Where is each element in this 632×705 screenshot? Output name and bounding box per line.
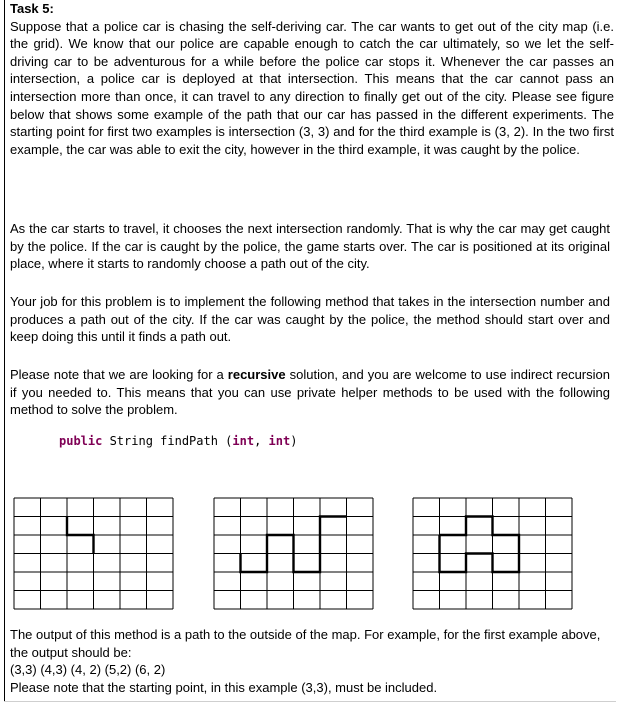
recursive-note-a: Please note that we are looking for a (10, 367, 228, 382)
code-keyword-int-2: int (268, 434, 291, 448)
grid-example-2 (214, 498, 373, 609)
recursive-keyword: recursive (227, 367, 286, 382)
code-text-3: ) (290, 434, 298, 448)
car-path (440, 517, 520, 573)
output-description: The output of this method is a path to the outside of the map. For example, for the first example above, the output should be: (10, 627, 601, 660)
grid-example-3 (413, 498, 572, 609)
output-note: Please note that the starting point, in this example (3,3), must be included. (10, 679, 438, 695)
task-title: Task 5: (10, 1, 54, 16)
grid-example-1 (14, 498, 173, 609)
recursive-note-b: solution, and you are welcome to use indirect recursion if you needed to. This means that you can use private helper methods to be used with the following method to solve the problem. (10, 367, 610, 418)
code-text-2: , (254, 434, 269, 448)
code-text-1: String findPath ( (102, 434, 233, 448)
paragraph-random: As the car starts to travel, it chooses the next intersection randomly. That is why the car may get caught by the police. If the car is caught by the police, the game starts over. The car is positioned at its original place, where it starts to randomly choose a path out of the city. (10, 221, 610, 272)
paragraph-intro: Suppose that a police car is chasing the self-deriving car. The car wants to get out of the city map (i.e. the grid). We know that our police are capable enough to catch the car ultimately, so we let the self-driving car to be adventurous for a while before the police car stops it. Whenever the car passes an intersection, a police car is deployed at that intersection. This means that the car cannot pass an intersection more than once, it can travel to any direction to finally get out of the city. Please see figure below that shows some example of the path that our car has passed in the different experiments. The starting point for first two examples is intersection (3, 3) and for the third example is (3, 2). In the two first example, the car was able to exit the city, however in the third example, it was caught by the police. (10, 18, 614, 157)
code-keyword-int-1: int (232, 434, 255, 448)
code-keyword-public: public (59, 434, 103, 448)
paragraph-job: Your job for this problem is to implement the following method that takes in the intersection number and produces a path out of the city. If the car was caught by the police, the method should start over and keep doing this until it finds a path out. (10, 294, 610, 345)
output-example: (3,3) (4,3) (4, 2) (5,2) (6, 2) (10, 662, 166, 678)
car-path (67, 517, 94, 554)
